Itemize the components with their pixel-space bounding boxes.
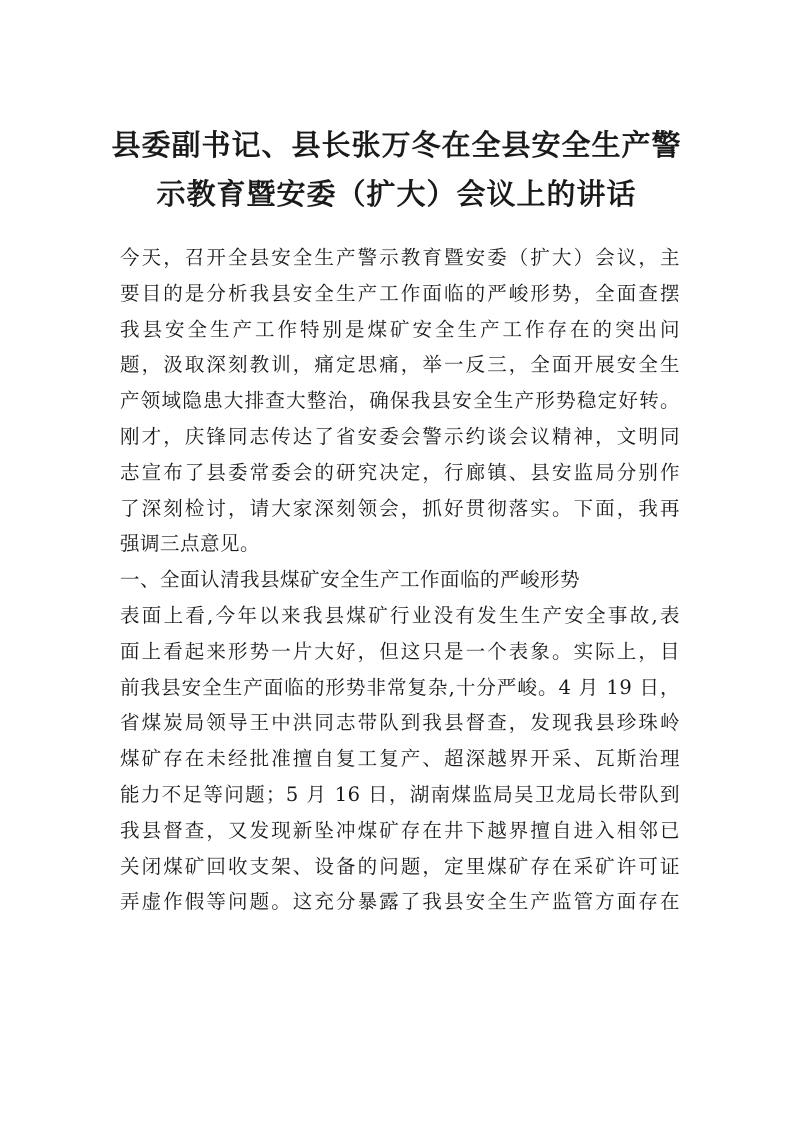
body-line-6: 刚才，庆锋同志传达了省安委会警示约谈会议精神，文明同 [120,424,680,448]
body-line-11: 表面上看,今年以来我县煤矿行业没有发生生产安全事故,表 [120,603,680,627]
body-line-4: 题，汲取深刻教训，痛定思痛，举一反三，全面开展安全生 [120,353,680,377]
document-title-line-2: 示教育暨安委（扩大）会议上的讲话 [156,177,637,211]
body-line-12: 面上看起来形势一片大好，但这只是一个表象。实际上，目 [120,639,680,663]
body-line-7: 志宣布了县委常委会的研究决定，行廊镇、县安监局分别作 [120,460,680,484]
body-line-3: 我县安全生产工作特别是煤矿安全生产工作存在的突出问 [120,317,680,341]
body-line-13: 前我县安全生产面临的形势非常复杂,十分严峻。4 月 19 日， [120,675,680,699]
document-body [120,240,680,920]
body-line-8: 了深刻检讨，请大家深刻领会，抓好贯彻落实。下面，我再 [120,496,680,520]
body-line-14: 省煤炭局领导王中洪同志带队到我县督查，发现我县珍珠岭 [120,711,680,735]
body-line-2: 要目的是分析我县安全生产工作面临的严峻形势，全面查摆 [120,281,680,305]
body-line-1: 今天，召开全县安全生产警示教育暨安委（扩大）会议，主 [120,246,680,269]
body-line-17: 我县督查，又发现新坠冲煤矿存在井下越界擅自进入相邻已 [120,818,680,842]
body-line-19: 弄虚作假等问题。这充分暴露了我县安全生产监管方面存在 [120,890,680,914]
body-line-5: 产领域隐患大排查大整治，确保我县安全生产形势稳定好转。 [120,389,680,413]
body-line-18: 关闭煤矿回收支架、设备的问题，定里煤矿存在采矿许可证 [120,854,680,878]
body-line-15: 煤矿存在未经批准擅自复工复产、超深越界开采、瓦斯治理 [120,747,680,771]
section-heading-1: 一、全面认清我县煤矿安全生产工作面临的严峻形势 [120,568,581,592]
body-line-16: 能力不足等问题；5 月 16 日，湖南煤监局吴卫龙局长带队到 [120,782,680,806]
body-line-9: 强调三点意见。 [120,532,261,556]
document-title-line-1: 县委副书记、县长张万冬在全县安全生产警 [111,128,682,162]
